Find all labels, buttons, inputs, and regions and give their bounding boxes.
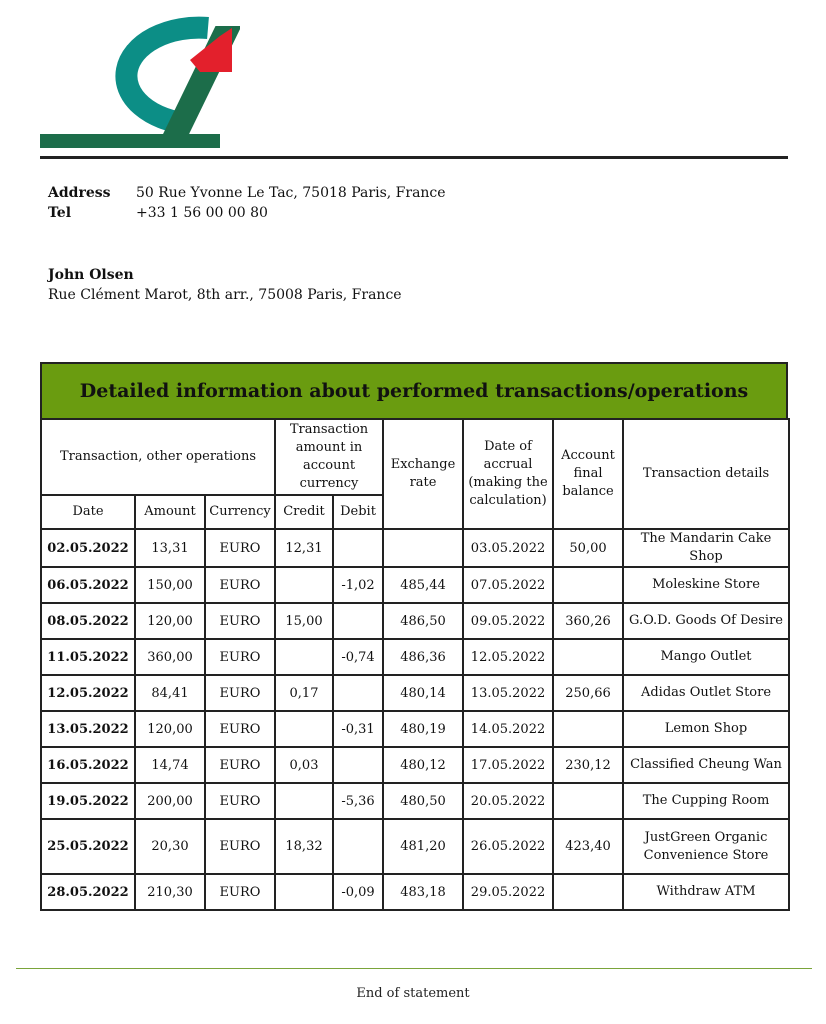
header-debit: Debit xyxy=(333,495,383,529)
cell-balance xyxy=(553,874,623,910)
cell-date: 02.05.2022 xyxy=(41,529,135,567)
table-row xyxy=(41,819,789,874)
cell-debit xyxy=(333,529,383,567)
cell-credit xyxy=(275,874,333,910)
cell-amount: 20,30 xyxy=(135,819,205,874)
cell-debit: -5,36 xyxy=(333,783,383,819)
cell-accrual: 26.05.2022 xyxy=(463,819,553,874)
table-row xyxy=(41,529,789,567)
table-row xyxy=(41,603,789,639)
header-amount: Amount xyxy=(135,495,205,529)
cell-credit xyxy=(275,783,333,819)
cell-amount: 200,00 xyxy=(135,783,205,819)
cell-balance: 50,00 xyxy=(553,529,623,567)
cell-accrual: 13.05.2022 xyxy=(463,675,553,711)
cell-date: 06.05.2022 xyxy=(41,567,135,603)
cell-currency: EURO xyxy=(205,603,275,639)
cell-currency: EURO xyxy=(205,675,275,711)
cell-date: 08.05.2022 xyxy=(41,603,135,639)
cell-amount: 120,00 xyxy=(135,603,205,639)
cell-rate: 481,20 xyxy=(383,819,463,874)
cell-currency: EURO xyxy=(205,567,275,603)
cell-date: 25.05.2022 xyxy=(41,819,135,874)
cell-date: 12.05.2022 xyxy=(41,675,135,711)
cell-date: 13.05.2022 xyxy=(41,711,135,747)
cell-date: 19.05.2022 xyxy=(41,783,135,819)
cell-accrual: 17.05.2022 xyxy=(463,747,553,783)
cell-details: Withdraw ATM xyxy=(623,874,789,910)
cell-debit: -1,02 xyxy=(333,567,383,603)
cell-amount: 14,74 xyxy=(135,747,205,783)
cell-credit: 15,00 xyxy=(275,603,333,639)
cell-details: The Mandarin Cake Shop xyxy=(623,529,789,567)
end-of-statement: End of statement xyxy=(356,986,470,1001)
cell-amount: 13,31 xyxy=(135,529,205,567)
table-row xyxy=(41,783,789,819)
cell-debit xyxy=(333,747,383,783)
cell-amount: 210,30 xyxy=(135,874,205,910)
header-date: Date xyxy=(41,495,135,529)
cell-accrual: 09.05.2022 xyxy=(463,603,553,639)
cell-rate: 483,18 xyxy=(383,874,463,910)
header-currency: Currency xyxy=(205,495,275,529)
header-exchange-rate: Exchange rate xyxy=(383,419,463,529)
cell-currency: EURO xyxy=(205,529,275,567)
cell-credit xyxy=(275,639,333,675)
bank-logo xyxy=(40,16,240,150)
cell-amount: 360,00 xyxy=(135,639,205,675)
cell-credit xyxy=(275,711,333,747)
cell-balance: 423,40 xyxy=(553,819,623,874)
cell-currency: EURO xyxy=(205,874,275,910)
header-transaction-group: Transaction, other operations xyxy=(41,419,275,495)
cell-details: Mango Outlet xyxy=(623,639,789,675)
client-name: John Olsen xyxy=(48,267,134,283)
header-credit: Credit xyxy=(275,495,333,529)
cell-rate: 480,50 xyxy=(383,783,463,819)
tel-value: +33 1 56 00 00 80 xyxy=(136,205,268,221)
cell-rate: 480,14 xyxy=(383,675,463,711)
cell-currency: EURO xyxy=(205,819,275,874)
cell-balance: 230,12 xyxy=(553,747,623,783)
cell-details: Classified Cheung Wan xyxy=(623,747,789,783)
cell-accrual: 07.05.2022 xyxy=(463,567,553,603)
cell-rate: 486,50 xyxy=(383,603,463,639)
cell-credit: 18,32 xyxy=(275,819,333,874)
footer-rule xyxy=(16,968,812,969)
cell-date: 28.05.2022 xyxy=(41,874,135,910)
table-row xyxy=(41,639,789,675)
cell-amount: 120,00 xyxy=(135,711,205,747)
cell-credit: 0,17 xyxy=(275,675,333,711)
cell-rate: 486,36 xyxy=(383,639,463,675)
table-row xyxy=(41,567,789,603)
client-info xyxy=(48,265,402,305)
header-rule xyxy=(40,156,788,159)
cell-currency: EURO xyxy=(205,711,275,747)
cell-debit: -0,31 xyxy=(333,711,383,747)
transactions-section xyxy=(40,362,788,911)
cell-rate: 485,44 xyxy=(383,567,463,603)
header-final-balance: Account final balance xyxy=(553,419,623,529)
bank-contact xyxy=(48,183,446,223)
cell-balance xyxy=(553,567,623,603)
table-row xyxy=(41,711,789,747)
client-address: Rue Clément Marot, 8th arr., 75008 Paris, France xyxy=(48,287,402,303)
header-account-amount: Transaction amount in account currency xyxy=(275,419,383,495)
cell-debit xyxy=(333,819,383,874)
cell-balance xyxy=(553,639,623,675)
cell-balance xyxy=(553,711,623,747)
cell-rate xyxy=(383,529,463,567)
header-details: Transaction details xyxy=(623,419,789,529)
cell-debit: -0,74 xyxy=(333,639,383,675)
cell-balance: 360,26 xyxy=(553,603,623,639)
cell-accrual: 20.05.2022 xyxy=(463,783,553,819)
cell-details: JustGreen Organic Convenience Store xyxy=(623,819,789,874)
cell-details: Moleskine Store xyxy=(623,567,789,603)
cell-credit xyxy=(275,567,333,603)
cell-accrual: 14.05.2022 xyxy=(463,711,553,747)
cell-currency: EURO xyxy=(205,639,275,675)
cell-date: 11.05.2022 xyxy=(41,639,135,675)
cell-debit xyxy=(333,675,383,711)
table-row xyxy=(41,747,789,783)
header-accrual-date: Date of accrual (making the calculation) xyxy=(463,419,553,529)
cell-accrual: 03.05.2022 xyxy=(463,529,553,567)
cell-credit: 0,03 xyxy=(275,747,333,783)
cell-amount: 150,00 xyxy=(135,567,205,603)
cell-details: The Cupping Room xyxy=(623,783,789,819)
cell-amount: 84,41 xyxy=(135,675,205,711)
cell-accrual: 12.05.2022 xyxy=(463,639,553,675)
table-row xyxy=(41,675,789,711)
cell-accrual: 29.05.2022 xyxy=(463,874,553,910)
cell-details: Adidas Outlet Store xyxy=(623,675,789,711)
cell-currency: EURO xyxy=(205,747,275,783)
tel-label: Tel xyxy=(48,205,72,221)
cell-rate: 480,19 xyxy=(383,711,463,747)
cell-balance xyxy=(553,783,623,819)
cell-balance: 250,66 xyxy=(553,675,623,711)
cell-currency: EURO xyxy=(205,783,275,819)
address-value: 50 Rue Yvonne Le Tac, 75018 Paris, France xyxy=(136,185,446,201)
cell-debit: -0,09 xyxy=(333,874,383,910)
transactions-table xyxy=(40,418,790,911)
cell-date: 16.05.2022 xyxy=(41,747,135,783)
cell-rate: 480,12 xyxy=(383,747,463,783)
cell-details: G.O.D. Goods Of Desire xyxy=(623,603,789,639)
cell-details: Lemon Shop xyxy=(623,711,789,747)
cell-credit: 12,31 xyxy=(275,529,333,567)
address-label: Address xyxy=(48,185,111,201)
cell-debit xyxy=(333,603,383,639)
table-title: Detailed information about performed transactions/operations xyxy=(40,362,788,418)
table-row xyxy=(41,874,789,910)
